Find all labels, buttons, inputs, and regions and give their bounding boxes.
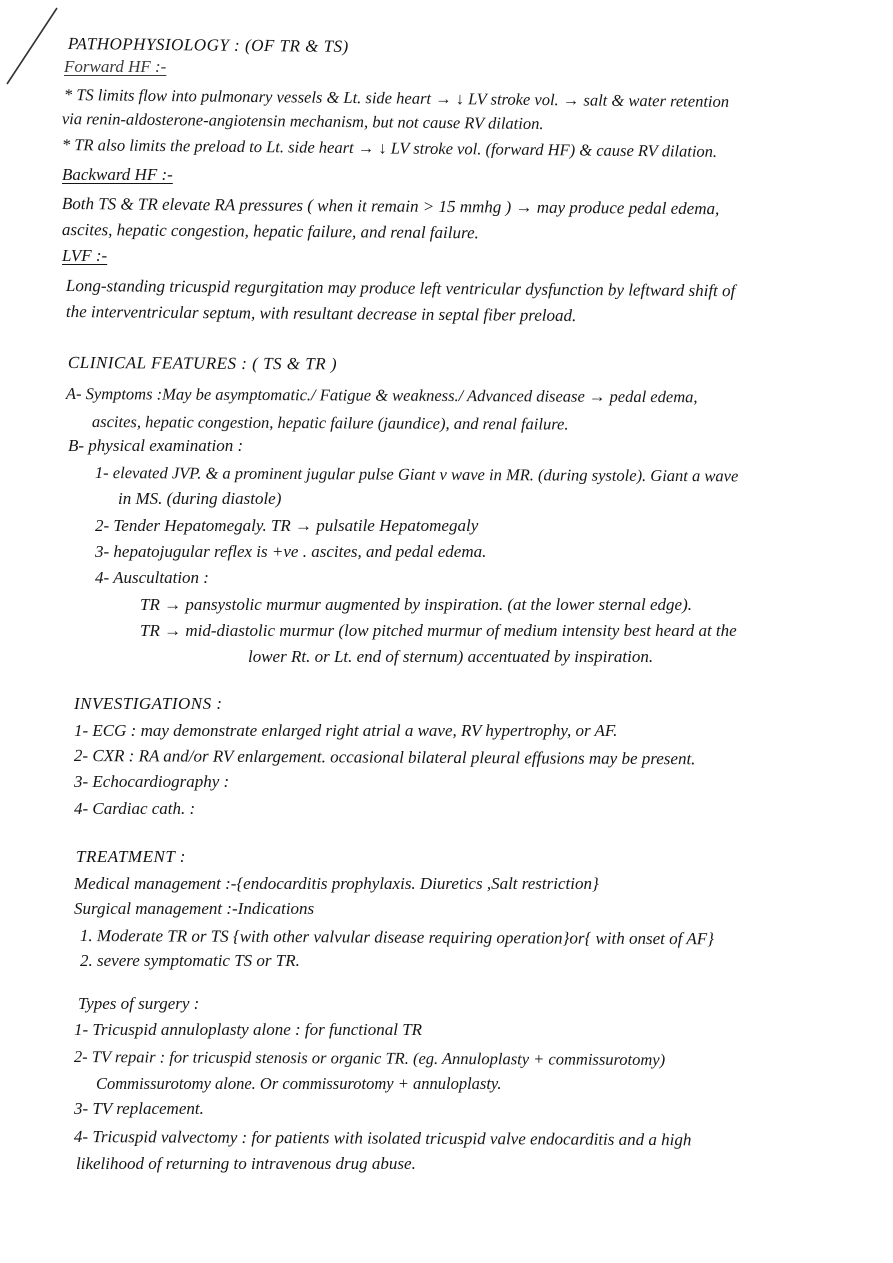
auscultation-line-1: TR → pansystolic murmur augmented by inspiration. (at the lower sternal edge).	[140, 595, 692, 614]
surgery-type-4-line-1: 4- Tricuspid valvectomy : for patients with isolated tricuspid valve endocarditis and a high	[73, 1127, 692, 1150]
indication-1: 1. Moderate TR or TS {with other valvular disease requiring operation}or{ with onset of AF}	[79, 926, 714, 949]
forward-tr-line-1: * TR also limits the preload to Lt. side heart → ↓ LV stroke vol. (forward HF) & cause RV dilation.	[61, 134, 718, 161]
exam-item-4: 4- Auscultation :	[95, 568, 209, 587]
exam-item-2: 2- Tender Hepatomegaly. TR → pulsatile Hepatomegaly	[95, 516, 479, 535]
auscultation-line-2: TR → mid-diastolic murmur (low pitched murmur of medium intensity best heard at the	[140, 621, 737, 640]
surgery-type-3: 3- TV replacement.	[74, 1099, 204, 1118]
pathophysiology-heading: PATHOPHYSIOLOGY : (OF TR & TS)	[67, 33, 349, 56]
surgery-type-1: 1- Tricuspid annuloplasty alone : for functional TR	[74, 1020, 423, 1039]
surgical-management: Surgical management :-Indications	[74, 899, 315, 918]
investigation-item-4: 4- Cardiac cath. :	[74, 799, 196, 818]
indication-2: 2. severe symptomatic TS or TR.	[80, 951, 300, 970]
surgery-type-2-line-1: 2- TV repair : for tricuspid stenosis or organic TR. (eg. Annuloplasty + commissurotomy)	[73, 1047, 666, 1070]
exam-label: B- physical examination :	[68, 436, 244, 455]
forward-ts-line-2: via renin-aldosterone-angiotensin mechanism, but not cause RV dilation.	[61, 108, 544, 134]
surgery-type-4-line-2: likelihood of returning to intravenous drug abuse.	[76, 1154, 416, 1173]
backward-line-1: Both TS & TR elevate RA pressures ( when it remain > 15 mmhg ) → may produce pedal edema,	[61, 193, 720, 219]
symptoms-line-1: A- Symptoms :May be asymptomatic./ Fatigue & weakness./ Advanced disease → pedal edema,	[65, 384, 698, 407]
auscultation-line-3: lower Rt. or Lt. end of sternum) accentuated by inspiration.	[248, 647, 654, 666]
exam-item-3: 3- hepatojugular reflex is +ve . ascites, and pedal edema.	[95, 542, 487, 561]
lvf-label: LVF :-	[62, 246, 108, 265]
lvf-line-2: the interventricular septum, with resultant decrease in septal fiber preload.	[65, 301, 577, 326]
exam-item-1-line-2: in MS. (during diastole)	[118, 489, 282, 508]
investigation-item-2: 2- CXR : RA and/or RV enlargement. occasional bilateral pleural effusions may be present.	[73, 746, 696, 769]
symptoms-line-2: ascites, hepatic congestion, hepatic failure (jaundice), and renal failure.	[91, 412, 569, 434]
investigations-heading: INVESTIGATIONS :	[74, 694, 223, 713]
lvf-line-1: Long-standing tricuspid regurgitation may produce left ventricular dysfunction by leftward shift of	[65, 275, 736, 301]
investigation-item-3: 3- Echocardiography :	[74, 772, 230, 791]
medical-management: Medical management :-{endocarditis prophylaxis. Diuretics ,Salt restriction}	[74, 874, 599, 893]
backward-line-2: ascites, hepatic congestion, hepatic failure, and renal failure.	[61, 219, 479, 243]
treatment-heading: TREATMENT :	[76, 847, 186, 866]
investigation-item-1: 1- ECG : may demonstrate enlarged right atrial a wave, RV hypertrophy, or AF.	[74, 721, 618, 740]
forward-hf-label: Forward HF :-	[64, 57, 167, 76]
surgery-type-2-line-2: Commissurotomy alone. Or commissurotomy + annuloplasty.	[96, 1074, 502, 1093]
exam-item-1-line-1: 1- elevated JVP. & a prominent jugular pulse Giant v wave in MR. (during systole). Giant a wave	[94, 463, 739, 486]
pen-stroke-mark	[5, 6, 65, 86]
clinical-features-heading: CLINICAL FEATURES : ( TS & TR )	[67, 353, 338, 374]
types-of-surgery-label: Types of surgery :	[78, 994, 200, 1013]
backward-hf-label: Backward HF :-	[62, 165, 173, 184]
forward-ts-line-1: * TS limits flow into pulmonary vessels & Lt. side heart → ↓ LV stroke vol. → salt & water retention	[63, 84, 730, 111]
